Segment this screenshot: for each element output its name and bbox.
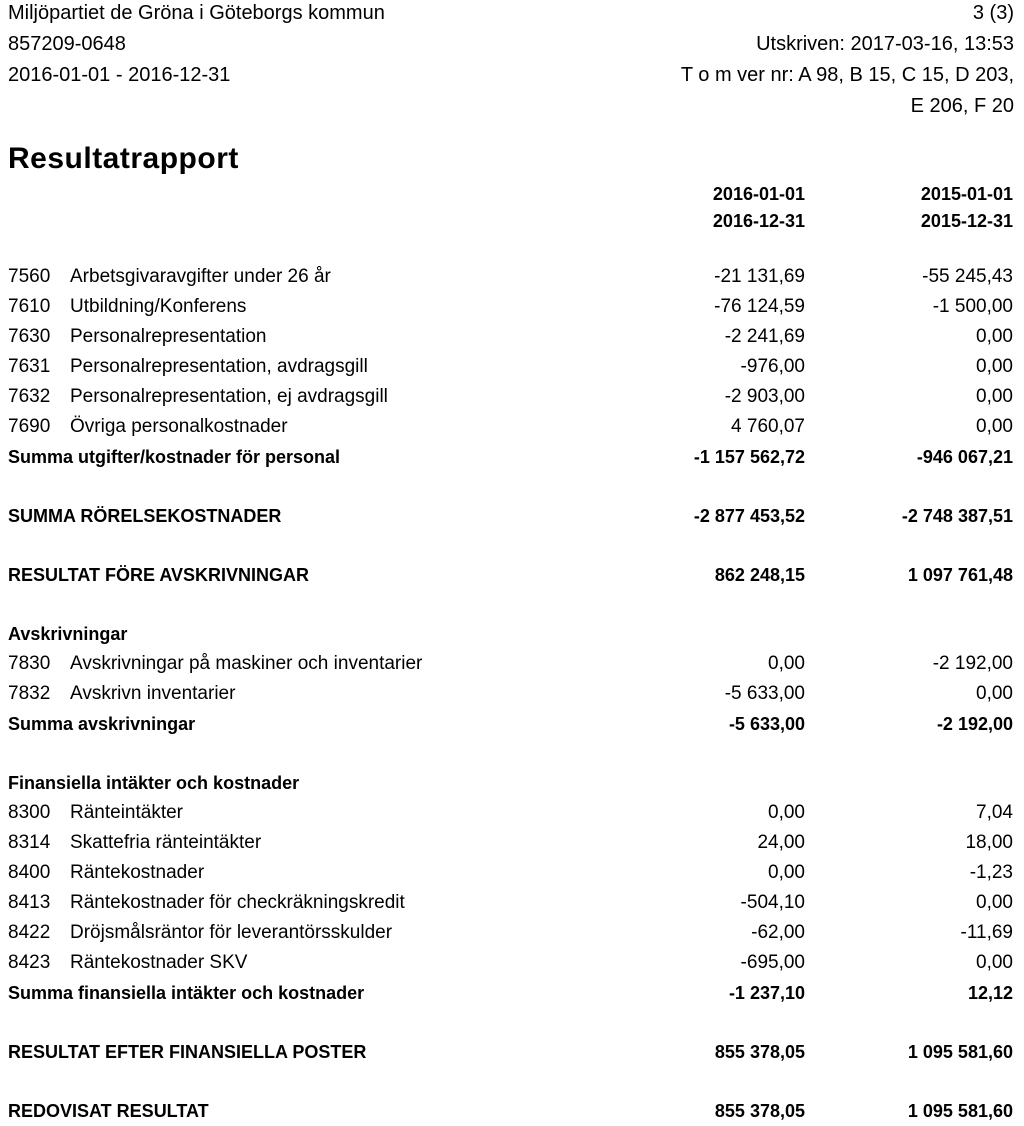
account-row xyxy=(0,322,1024,352)
sum-current-value: -1 237,10 xyxy=(728,983,805,1003)
org-number: 857209-0648 xyxy=(8,33,126,55)
account-row xyxy=(0,888,1024,918)
account-name: Skattefria ränteintäkter xyxy=(70,832,262,853)
previous-period-from: 2015-01-01 xyxy=(920,184,1013,204)
account-number: 8400 xyxy=(8,862,51,883)
previous-value: 0,00 xyxy=(976,683,1013,704)
report-body xyxy=(0,262,1024,1126)
account-number: 8314 xyxy=(8,832,51,853)
current-value: -2 903,00 xyxy=(724,386,805,407)
account-name: Personalrepresentation xyxy=(70,326,267,347)
page-number: 3 (3) xyxy=(972,2,1014,24)
account-row xyxy=(0,412,1024,442)
total-previous-value: 1 097 761,48 xyxy=(907,565,1013,585)
account-number: 7631 xyxy=(8,356,51,377)
header-right xyxy=(681,1,1014,125)
previous-value: 0,00 xyxy=(976,416,1013,437)
account-number: 8423 xyxy=(8,952,51,973)
current-value: 24,00 xyxy=(757,832,805,853)
account-number: 7632 xyxy=(8,386,51,407)
account-name: Utbildning/Konferens xyxy=(70,296,247,317)
account-name: Övriga personalkostnader xyxy=(70,416,288,437)
total-label: RESULTAT FÖRE AVSKRIVNINGAR xyxy=(8,565,309,585)
account-row xyxy=(0,649,1024,679)
previous-value: 7,04 xyxy=(976,802,1013,823)
printed-date: Utskriven: 2017-03-16, 13:53 xyxy=(756,33,1014,55)
sum-current-value: -5 633,00 xyxy=(728,714,805,734)
total-label: SUMMA RÖRELSEKOSTNADER xyxy=(8,506,282,526)
previous-value: -11,69 xyxy=(960,922,1013,943)
account-number: 7630 xyxy=(8,326,51,347)
total-previous-value: 1 095 581,60 xyxy=(907,1101,1013,1121)
total-previous-value: 1 095 581,60 xyxy=(907,1042,1013,1062)
sum-current-value: -1 157 562,72 xyxy=(693,447,805,467)
spacer xyxy=(0,531,1024,560)
sum-previous-value: -2 192,00 xyxy=(936,714,1013,734)
current-value: -976,00 xyxy=(740,356,805,377)
column-header-previous xyxy=(921,181,1013,235)
current-value: 4 760,07 xyxy=(731,416,805,437)
previous-value: -1 500,00 xyxy=(932,296,1013,317)
reported-result-row xyxy=(0,1096,1024,1126)
version-line-2: E 206, F 20 xyxy=(910,95,1014,117)
account-name: Räntekostnader för checkräkningskredit xyxy=(70,892,405,913)
account-number: 7830 xyxy=(8,653,51,674)
previous-value: 0,00 xyxy=(976,892,1013,913)
section-heading: Avskrivningar xyxy=(8,624,128,644)
spacer xyxy=(0,1008,1024,1037)
section-heading-finansiella xyxy=(0,768,1024,798)
current-value: 0,00 xyxy=(768,653,805,674)
account-name: Avskrivningar på maskiner och inventarier xyxy=(70,653,423,674)
account-row xyxy=(0,918,1024,948)
account-number: 8300 xyxy=(8,802,51,823)
account-name: Avskrivn inventarier xyxy=(70,683,236,704)
account-number: 7832 xyxy=(8,683,51,704)
current-value: -695,00 xyxy=(740,952,805,973)
account-name: Räntekostnader xyxy=(70,862,205,883)
account-row xyxy=(0,679,1024,709)
current-value: -62,00 xyxy=(751,922,805,943)
account-name: Arbetsgivaravgifter under 26 år xyxy=(70,266,331,287)
account-row xyxy=(0,352,1024,382)
current-value: -21 131,69 xyxy=(714,266,805,287)
account-number: 7610 xyxy=(8,296,51,317)
account-name: Dröjsmålsräntor för leverantörsskulder xyxy=(70,922,393,943)
previous-value: 0,00 xyxy=(976,326,1013,347)
spacer xyxy=(0,590,1024,619)
account-number: 8422 xyxy=(8,922,51,943)
account-row xyxy=(0,798,1024,828)
sum-row-avskrivningar xyxy=(0,709,1024,739)
sum-row-personal xyxy=(0,442,1024,472)
sum-row-rorelsekostnader xyxy=(0,501,1024,531)
current-value: -76 124,59 xyxy=(714,296,805,317)
section-heading: Finansiella intäkter och kostnader xyxy=(8,773,300,793)
account-row xyxy=(0,292,1024,322)
total-previous-value: -2 748 387,51 xyxy=(901,506,1013,526)
spacer xyxy=(0,472,1024,501)
current-value: -504,10 xyxy=(740,892,805,913)
account-name: Personalrepresentation, ej avdragsgill xyxy=(70,386,388,407)
result-after-financial-row xyxy=(0,1037,1024,1067)
sum-label: Summa utgifter/kostnader för personal xyxy=(8,447,341,467)
current-period-from: 2016-01-01 xyxy=(712,184,805,204)
total-current-value: 855 378,05 xyxy=(714,1042,805,1062)
current-value: -5 633,00 xyxy=(724,683,805,704)
sum-previous-value: -946 067,21 xyxy=(916,447,1013,467)
previous-value: -55 245,43 xyxy=(922,266,1013,287)
section-heading-avskrivningar xyxy=(0,619,1024,649)
sum-row-finansiella xyxy=(0,978,1024,1008)
total-current-value: 855 378,05 xyxy=(714,1101,805,1121)
previous-value: 0,00 xyxy=(976,386,1013,407)
report-period: 2016-01-01 - 2016-12-31 xyxy=(8,64,231,86)
account-name: Personalrepresentation, avdragsgill xyxy=(70,356,368,377)
account-name: Ränteintäkter xyxy=(70,802,184,823)
account-row xyxy=(0,828,1024,858)
sum-label: Summa avskrivningar xyxy=(8,714,196,734)
previous-value: 18,00 xyxy=(965,832,1013,853)
header-left xyxy=(8,1,385,94)
total-label: RESULTAT EFTER FINANSIELLA POSTER xyxy=(8,1042,367,1062)
result-before-depreciation-row xyxy=(0,560,1024,590)
org-name: Miljöpartiet de Gröna i Göteborgs kommun xyxy=(8,2,385,24)
column-header-current xyxy=(713,181,805,235)
previous-value: -2 192,00 xyxy=(932,653,1013,674)
report-title: Resultatrapport xyxy=(8,142,239,175)
current-value: -2 241,69 xyxy=(724,326,805,347)
account-number: 7690 xyxy=(8,416,51,437)
account-name: Räntekostnader SKV xyxy=(70,952,248,973)
previous-value: 0,00 xyxy=(976,952,1013,973)
sum-label: Summa finansiella intäkter och kostnader xyxy=(8,983,365,1003)
account-row xyxy=(0,382,1024,412)
previous-period-to: 2015-12-31 xyxy=(920,211,1013,231)
account-row xyxy=(0,262,1024,292)
total-current-value: 862 248,15 xyxy=(714,565,805,585)
total-label: REDOVISAT RESULTAT xyxy=(8,1101,209,1121)
previous-value: 0,00 xyxy=(976,356,1013,377)
version-line-1: T o m ver nr: A 98, B 15, C 15, D 203, xyxy=(680,64,1014,86)
spacer xyxy=(0,739,1024,768)
spacer xyxy=(0,1067,1024,1096)
total-current-value: -2 877 453,52 xyxy=(693,506,805,526)
account-row xyxy=(0,948,1024,978)
previous-value: -1,23 xyxy=(969,862,1013,883)
current-period-to: 2016-12-31 xyxy=(712,211,805,231)
account-number: 7560 xyxy=(8,266,51,287)
account-row xyxy=(0,858,1024,888)
current-value: 0,00 xyxy=(768,802,805,823)
current-value: 0,00 xyxy=(768,862,805,883)
sum-previous-value: 12,12 xyxy=(967,983,1013,1003)
account-number: 8413 xyxy=(8,892,51,913)
